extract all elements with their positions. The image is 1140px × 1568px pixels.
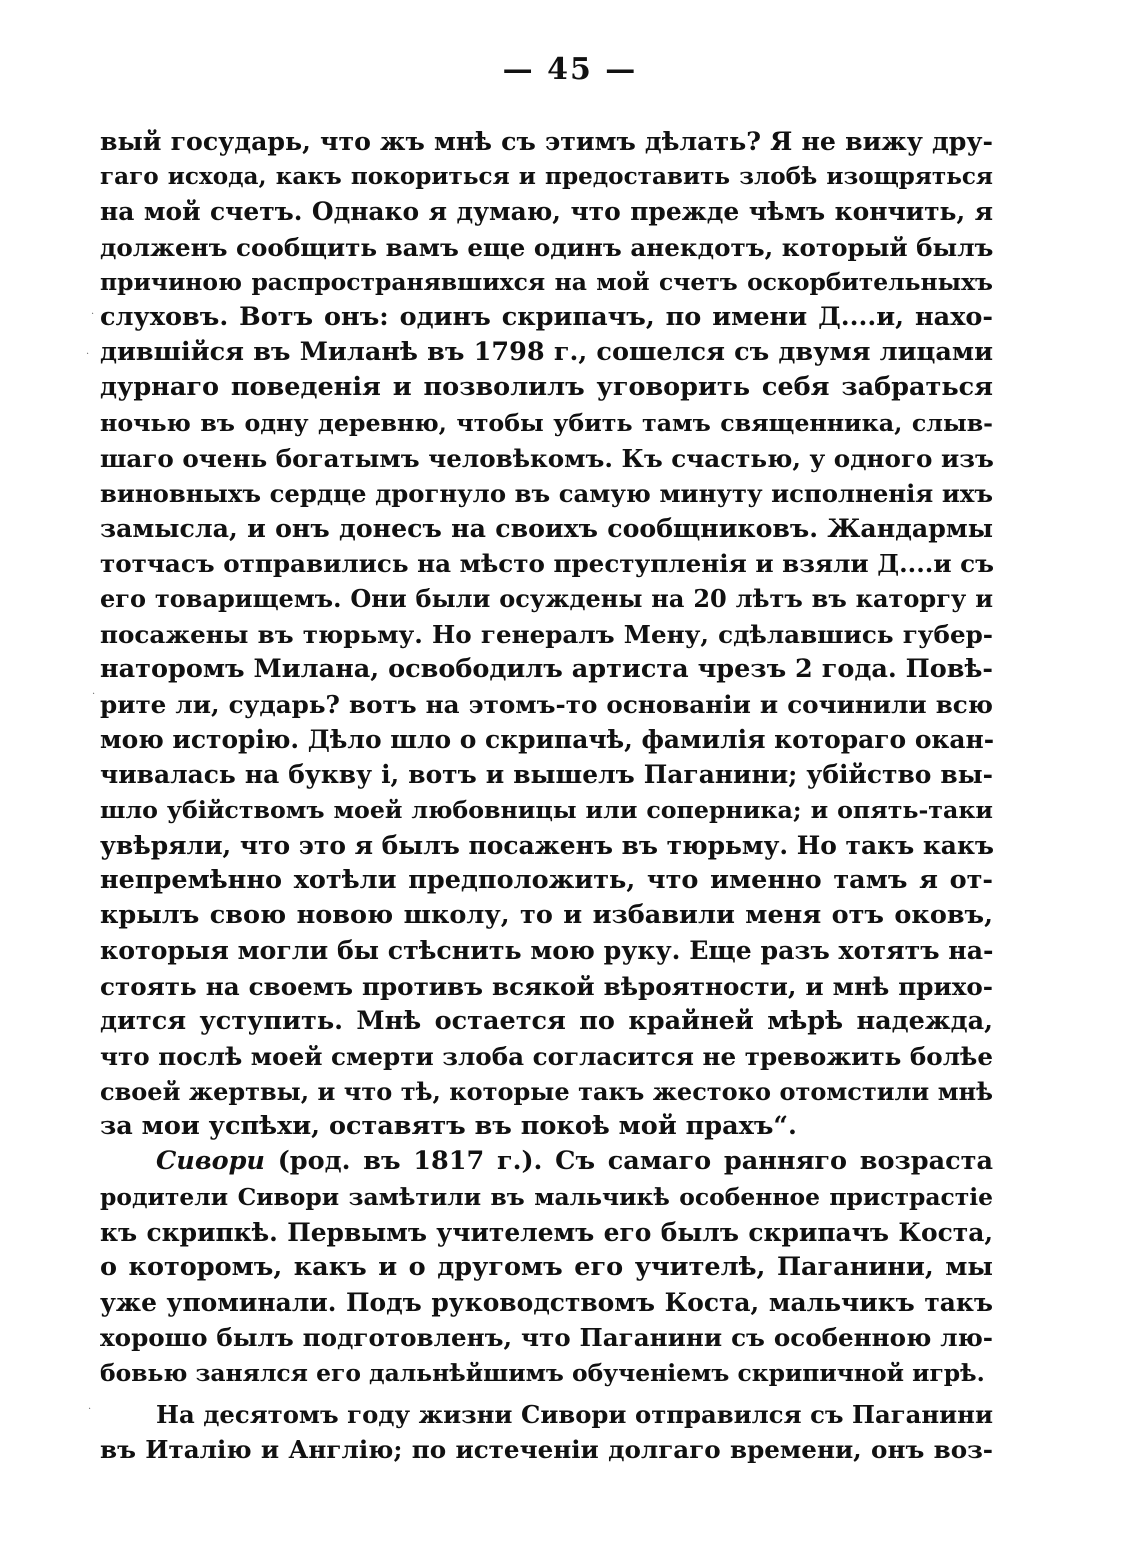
text-line: гаго исхода, какъ покориться и предоставить злобѣ изощряться [100,163,993,191]
text-line: На десятомъ году жизни Сивори отправился съ Паганини [156,1399,993,1429]
text-line: тотчасъ отправились на мѣсто преступленія и взяли Д....и съ [100,549,994,579]
text-line: на мой счетъ. Однако я думаю, что прежде чѣмъ кончить, я [100,197,993,227]
margin-speck: · [86,349,90,360]
margin-speck: · [91,309,95,320]
margin-speck: · [92,689,96,700]
text-line [100,1144,993,1179]
text-line: за мои успѣхи, оставятъ въ покоѣ мой прахъ“. [100,1111,797,1142]
text-line: рите ли, сударь? вотъ на этомъ-то основаніи и сочинили всю [100,690,993,719]
text-line: своей жертвы, и что тѣ, которые такъ жестоко отомстили мнѣ [100,1077,993,1107]
text-line: вый государь, что жъ мнѣ съ этимъ дѣлать? Я не вижу дру- [100,126,993,156]
text-line: къ скрипкѣ. Первымъ учителемъ его былъ скрипачъ Коста, [100,1217,993,1247]
text-line: дурнаго поведенія и позволилъ уговорить себя забраться [100,372,993,403]
text-line: мою исторію. Дѣло шло о скрипачѣ, фамилія котораго окан- [100,725,995,755]
text-line: бовью занялся его дальнѣйшимъ обученіемъ скрипичной игрѣ. [100,1358,985,1387]
text-line: его товарищемъ. Они были осуждены на 20 лѣтъ въ каторгу и [100,584,993,614]
paragraph-sivori-intro [100,1144,993,1390]
text-line: долженъ сообщить вамъ еще одинъ анекдотъ, который былъ [100,232,994,262]
text-line: дившійся въ Миланѣ въ 1798 г., сошелся съ двумя лицами [100,337,993,368]
text-line: посажены въ тюрьму. Но генералъ Мену, сдѣлавшись губер- [100,619,993,649]
text-line: дится уступить. Мнѣ остается по крайней мѣрѣ надежда, [100,1005,993,1036]
text-line: въ Италію и Англію; по истеченіи долгаго времени, онъ воз- [100,1434,993,1464]
body-text [100,124,993,1467]
page-number: — 45 — [502,52,638,87]
text-line: шаго очень богатымъ человѣкомъ. Къ счастью, у одного изъ [100,443,994,473]
text-line: о которомъ, какъ и о другомъ его учителѣ, Паганини, мы [100,1252,993,1282]
text-line: замысла, и онъ донесъ на своихъ сообщниковъ. Жандармы [100,513,993,544]
text-line: хорошо былъ подготовленъ, что Паганини съ особенною лю- [100,1323,993,1353]
text-line: крылъ свою новою школу, то и избавили меня отъ оковъ, [100,900,993,931]
text-line-rest: (род. въ 1817 г.). Съ самаго ранняго возраста [264,1146,993,1177]
text-line: родители Сивори замѣтили въ мальчикѣ особенное пристрастіе [100,1182,993,1211]
text-line: ночью въ одну деревню, чтобы убить тамъ священника, слыв- [100,408,993,437]
paragraph-sivori-travel [100,1397,993,1467]
text-line: слуховъ. Вотъ онъ: одинъ скрипачъ, по имени Д....и, нахо- [100,301,993,332]
text-line: что послѣ моей смерти злоба согласится не тревожить болѣе [100,1041,993,1071]
text-line: шло убійствомъ моей любовницы или соперника; и опять-таки [100,795,993,824]
margin-speck: · [88,1404,92,1415]
text-line: виновныхъ сердце дрогнуло въ самую минуту исполненія ихъ [100,478,993,508]
text-line: непремѣнно хотѣли предположить, что именно тамъ я от- [100,864,993,895]
text-line: увѣряли, что это я былъ посаженъ въ тюрьму. Но такъ какъ [100,830,995,860]
text-line: которыя могли бы стѣснить мою руку. Еще разъ хотятъ на- [100,935,994,966]
sivori-name: Сивори [156,1146,265,1177]
text-line: причиною распространявшихся на мой счетъ оскорбительныхъ [100,267,993,296]
text-line: чивалась на букву і, вотъ и вышелъ Паганини; убійство вы- [100,760,993,790]
paragraph-paganini-letter [100,124,993,1144]
text-line: стоять на своемъ противъ всякой вѣроятности, и мнѣ прихо- [100,971,993,1001]
text-line: уже упоминали. Подъ руководствомъ Коста, мальчикъ такъ [100,1288,993,1318]
text-line: наторомъ Милана, освободилъ артиста чрезъ 2 года. Повѣ- [100,653,993,684]
